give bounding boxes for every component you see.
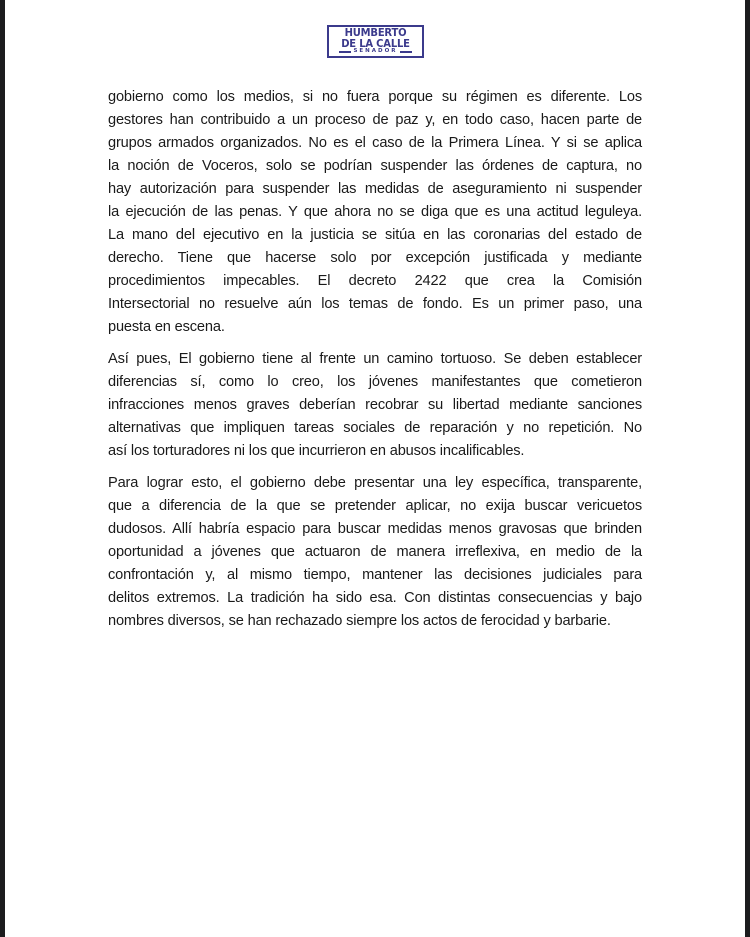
text-line: confrontación y, al mismo tiempo, mantener las decisiones judiciales para [108, 567, 642, 583]
logo-name-line1: HUMBERTO [344, 27, 407, 39]
paragraph-3 [108, 472, 642, 633]
document-page [5, 0, 745, 937]
text-line: dudosos. Allí habría espacio para buscar medidas menos gravosas que brinden [108, 521, 642, 537]
text-line: La mano del ejecutivo en la justicia se sitúa en las coronarias del estado de [108, 227, 642, 243]
text-line: así los torturadores ni los que incurrieron en abusos incalificables. [108, 443, 525, 459]
logo-title: SENADOR [329, 49, 422, 55]
text-line: nombres diversos, se han rechazado siempre los actos de ferocidad y barbarie. [108, 613, 611, 629]
text-line: puesta en escena. [108, 319, 225, 335]
text-line: diferencias sí, como lo creo, los jóvenes manifestantes que cometieron [108, 374, 642, 390]
text-line: oportunidad a jóvenes que actuaron de manera irreflexiva, en medio de la [108, 544, 642, 560]
text-line: Así pues, El gobierno tiene al frente un camino tortuoso. Se deben establecer [108, 351, 642, 367]
text-line: procedimientos impecables. El decreto 2422 que crea la Comisión [108, 273, 642, 289]
text-line: la ejecución de las penas. Y que ahora no se diga que es una actitud leguleya. [108, 204, 642, 220]
text-line: Intersectorial no resuelve aún los temas de fondo. Es un primer paso, una [108, 296, 642, 312]
document-body [108, 86, 642, 642]
text-line: hay autorización para suspender las medidas de aseguramiento ni suspender [108, 181, 642, 197]
text-line: Para lograr esto, el gobierno debe presentar una ley específica, transparente, [108, 475, 642, 491]
text-line: derecho. Tiene que hacerse solo por excepción justificada y mediante [108, 250, 642, 266]
logo-name-line2: DE LA CALLE [341, 37, 410, 50]
text-line: gestores han contribuido a un proceso de paz y, en todo caso, hacen parte de [108, 112, 642, 128]
text-line: infracciones menos graves deberían recobrar su libertad mediante sanciones [108, 397, 642, 413]
text-line: grupos armados organizados. No es el caso de la Primera Línea. Y si se aplica [108, 135, 642, 151]
text-line: alternativas que impliquen tareas sociales de reparación y no repetición. No [108, 420, 642, 436]
text-line: delitos extremos. La tradición ha sido esa. Con distintas consecuencias y bajo [108, 590, 642, 606]
text-line: gobierno como los medios, si no fuera porque su régimen es diferente. Los [108, 89, 642, 105]
text-line: la noción de Voceros, solo se podrían suspender las órdenes de captura, no [108, 158, 642, 174]
text-line: que a diferencia de la que se pretender aplicar, no exija buscar vericuetos [108, 498, 642, 514]
paragraph-1 [108, 86, 642, 339]
senator-logo [327, 25, 424, 58]
paragraph-2 [108, 348, 642, 463]
